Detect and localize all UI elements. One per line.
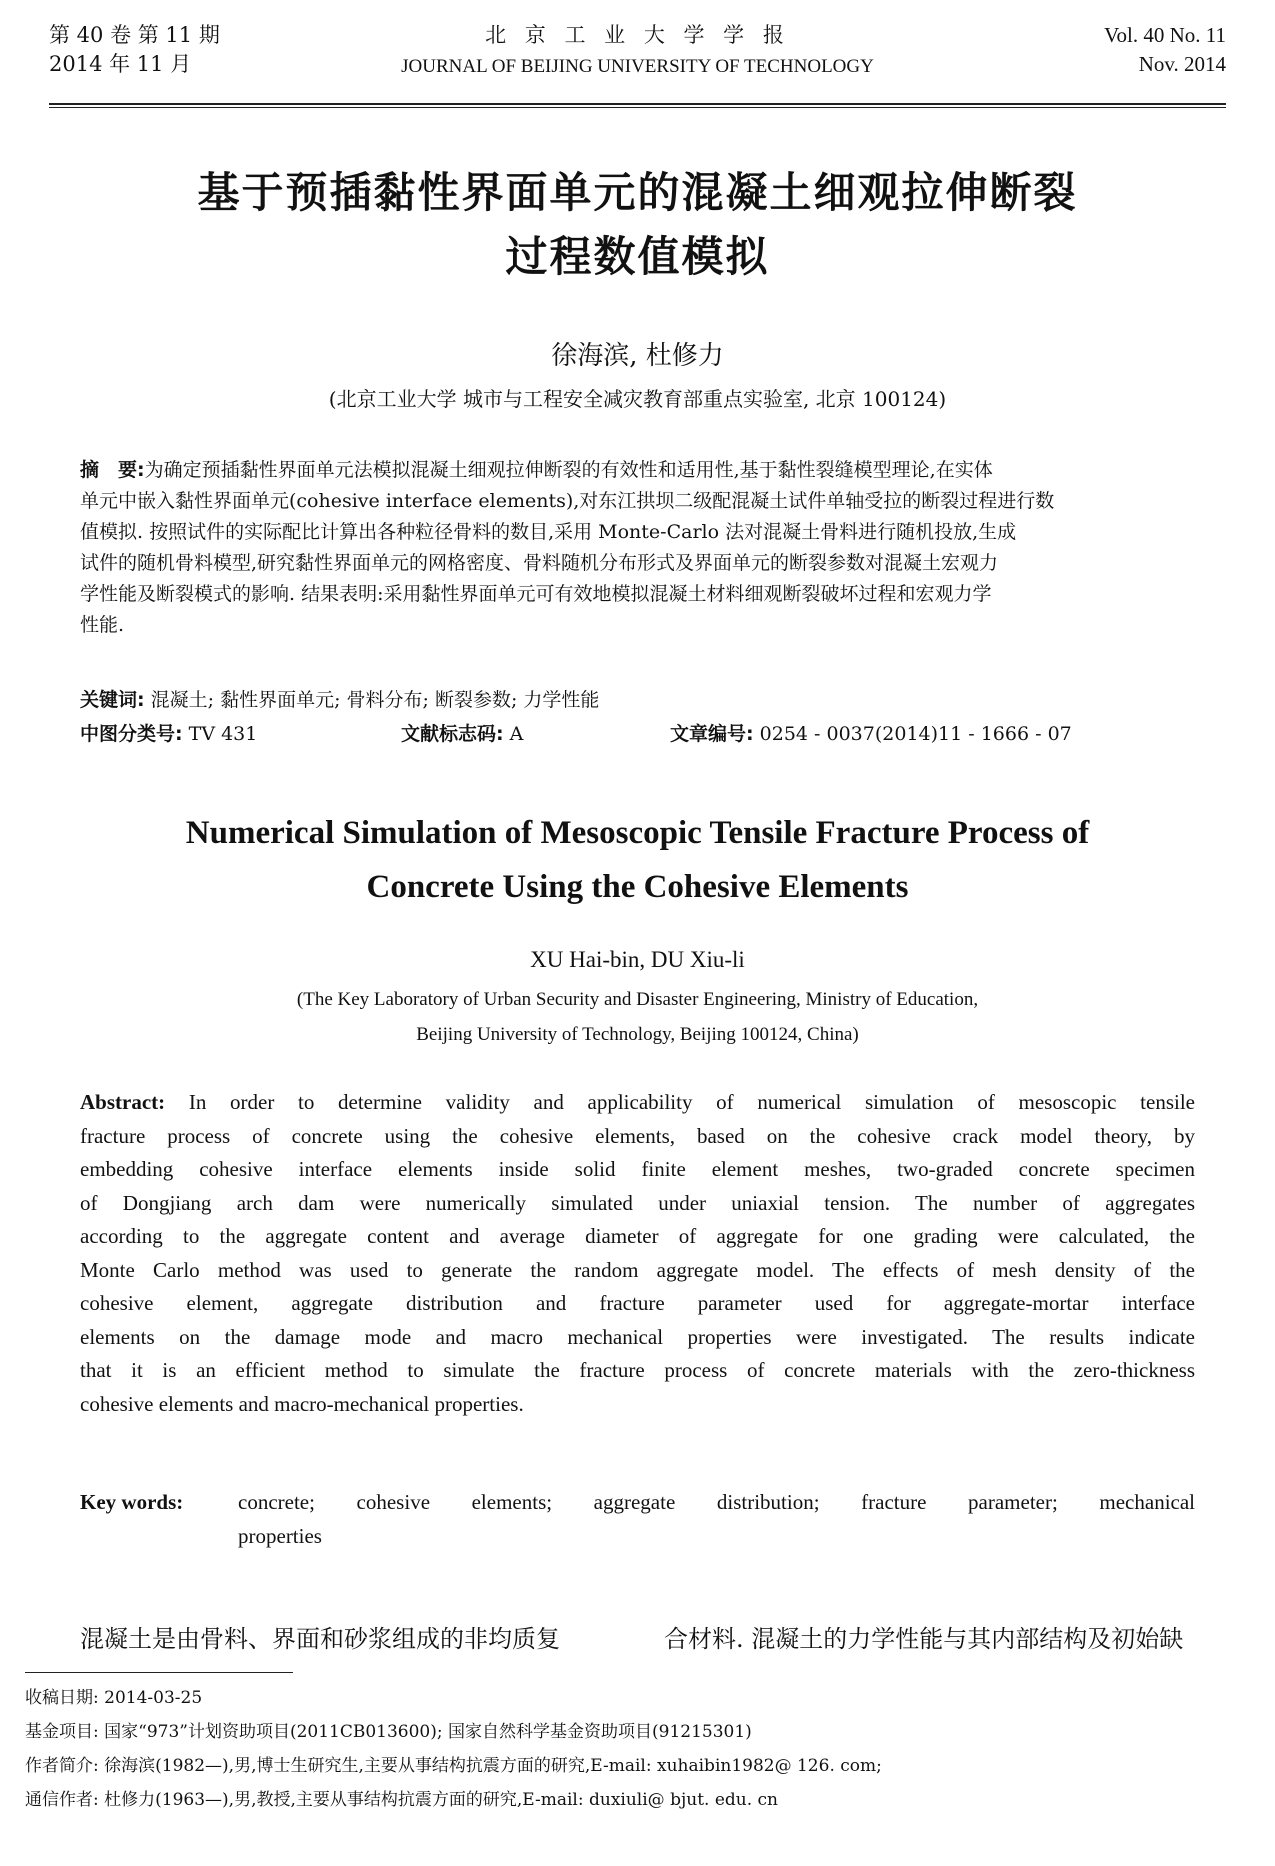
clc-label: 中图分类号:	[80, 723, 183, 745]
abstract-cn-line: 试件的随机骨料模型,研究黏性界面单元的网格密度、骨料随机分布形式及界面单元的断裂参数对混凝土宏观力	[80, 552, 999, 574]
article-number	[670, 719, 1072, 750]
abstract-cn-line: 为确定预插黏性界面单元法模拟混凝土细观拉伸断裂的有效性和适用性,基于黏性裂缝模型理论,在实体	[144, 459, 993, 481]
date-en: Nov. 2014	[1138, 52, 1226, 76]
abstract-en-line: fracture process of concrete using the cohesive elements, based on the cohesive crack model theory, by	[80, 1123, 1195, 1148]
abstract-en-label: Abstract:	[80, 1090, 166, 1114]
title-cn-line1: 基于预插黏性界面单元的混凝土细观拉伸断裂	[197, 168, 1078, 217]
abstract-en-line: elements on the damage mode and macro mechanical properties were investigated. The results indicate	[80, 1324, 1195, 1349]
footnote-fund: 基金项目: 国家“973”计划资助项目(2011CB013600); 国家自然科学基金资助项目(91215301)	[25, 1722, 752, 1742]
date-cn: 2014 年 11 月	[49, 52, 192, 76]
article-number-label: 文章编号:	[670, 723, 754, 745]
keywords-cn-text: 混凝土; 黏性界面单元; 骨料分布; 断裂参数; 力学性能	[150, 689, 600, 711]
abstract-en	[80, 1086, 1195, 1421]
abstract-en-line: Monte Carlo method was used to generate the random aggregate model. The effects of mesh density of the	[80, 1257, 1195, 1282]
clc-value: TV 431	[188, 723, 258, 745]
abstract-cn-label: 摘 要:	[80, 459, 145, 481]
abstract-en-line: cohesive elements and macro-mechanical properties.	[80, 1391, 524, 1416]
keywords-cn-label: 关键词:	[80, 689, 145, 711]
authors-cn: 徐海滨, 杜修力	[551, 341, 724, 371]
abstract-en-line: of Dongjiang arch dam were numerically simulated under uniaxial tension. The number of aggregates	[80, 1190, 1195, 1215]
abstract-cn-line: 值模拟. 按照试件的实际配比计算出各种粒径骨料的数目,采用 Monte-Carlo 法对混凝土骨料进行随机投放,生成	[80, 521, 1017, 543]
abstract-en-line: cohesive element, aggregate distribution and fracture parameter used for aggregate-mortar interface	[80, 1291, 1195, 1315]
title-en-line2: Concrete Using the Cohesive Elements	[366, 869, 909, 905]
abstract-cn-line: 单元中嵌入黏性界面单元(cohesive interface elements),对东江拱坝二级配混凝土试件单轴受拉的断裂过程进行数	[80, 490, 1055, 512]
abstract-cn-line: 性能.	[80, 614, 125, 636]
journal-name-cn: 北 京 工 业 大 学 学 报	[485, 23, 790, 47]
volume-issue-cn: 第 40 卷 第 11 期	[49, 23, 220, 47]
keywords-cn	[80, 685, 599, 716]
header-rule-thin	[49, 107, 1226, 108]
keywords-en-line2: properties	[238, 1523, 322, 1548]
abstract-en-line: that it is an efficient method to simulate the fracture process of concrete materials with the zero-thickness	[80, 1358, 1195, 1382]
title-en-line1: Numerical Simulation of Mesoscopic Tensile Fracture Process of	[185, 815, 1090, 851]
abstract-en-line: according to the aggregate content and average diameter of aggregate for one grading were calculated, the	[80, 1224, 1195, 1248]
intro-left-column: 混凝土是由骨料、界面和砂浆组成的非均质复	[80, 1625, 560, 1653]
affiliation-en-line2: Beijing University of Technology, Beijing 100124, China)	[416, 1024, 859, 1045]
clc-number	[80, 719, 257, 750]
title-cn-line2: 过程数值模拟	[505, 232, 770, 281]
document-code	[401, 719, 523, 750]
doc-code-label: 文献标志码:	[401, 723, 504, 745]
article-number-value: 0254 - 0037(2014)11 - 1666 - 07	[759, 723, 1072, 745]
affiliation-cn: (北京工业大学 城市与工程安全减灾教育部重点实验室, 北京 100124)	[328, 387, 947, 411]
abstract-cn-line: 学性能及断裂模式的影响. 结果表明:采用黏性界面单元可有效地模拟混凝土材料细观断裂破坏过程和宏观力学	[80, 583, 992, 605]
abstract-en-line: embedding cohesive interface elements inside solid finite element meshes, two-graded concrete specimen	[80, 1157, 1195, 1181]
abstract-cn	[80, 455, 1195, 641]
header-rule	[49, 103, 1226, 105]
abstract-en-line: In order to determine validity and applicability of numerical simulation of mesoscopic tensile	[188, 1090, 1195, 1114]
footnote-corresponding-author: 通信作者: 杜修力(1963—),男,教授,主要从事结构抗震方面的研究,E-mail: duxiuli@ bjut. edu. cn	[25, 1790, 778, 1810]
footnote-received: 收稿日期: 2014-03-25	[25, 1688, 203, 1708]
keywords-en-label: Key words:	[80, 1490, 184, 1514]
keywords-en	[80, 1486, 1195, 1553]
footnote-rule	[25, 1672, 293, 1673]
keywords-en-line1: concrete; cohesive elements; aggregate distribution; fracture parameter; mechanical	[238, 1490, 1195, 1514]
authors-en: XU Hai-bin, DU Xiu-li	[530, 947, 745, 972]
volume-issue-en: Vol. 40 No. 11	[1104, 23, 1226, 47]
journal-name-en: JOURNAL OF BEIJING UNIVERSITY OF TECHNOLOGY	[401, 56, 874, 77]
affiliation-en-line1: (The Key Laboratory of Urban Security and Disaster Engineering, Ministry of Education,	[296, 989, 979, 1010]
intro-right-column: 合材料. 混凝土的力学性能与其内部结构及初始缺	[664, 1625, 1184, 1653]
footnote-author-bio: 作者简介: 徐海滨(1982—),男,博士生研究生,主要从事结构抗震方面的研究,E-mail: xuhaibin1982@ 126. com;	[25, 1756, 882, 1776]
doc-code-value: A	[509, 723, 524, 745]
